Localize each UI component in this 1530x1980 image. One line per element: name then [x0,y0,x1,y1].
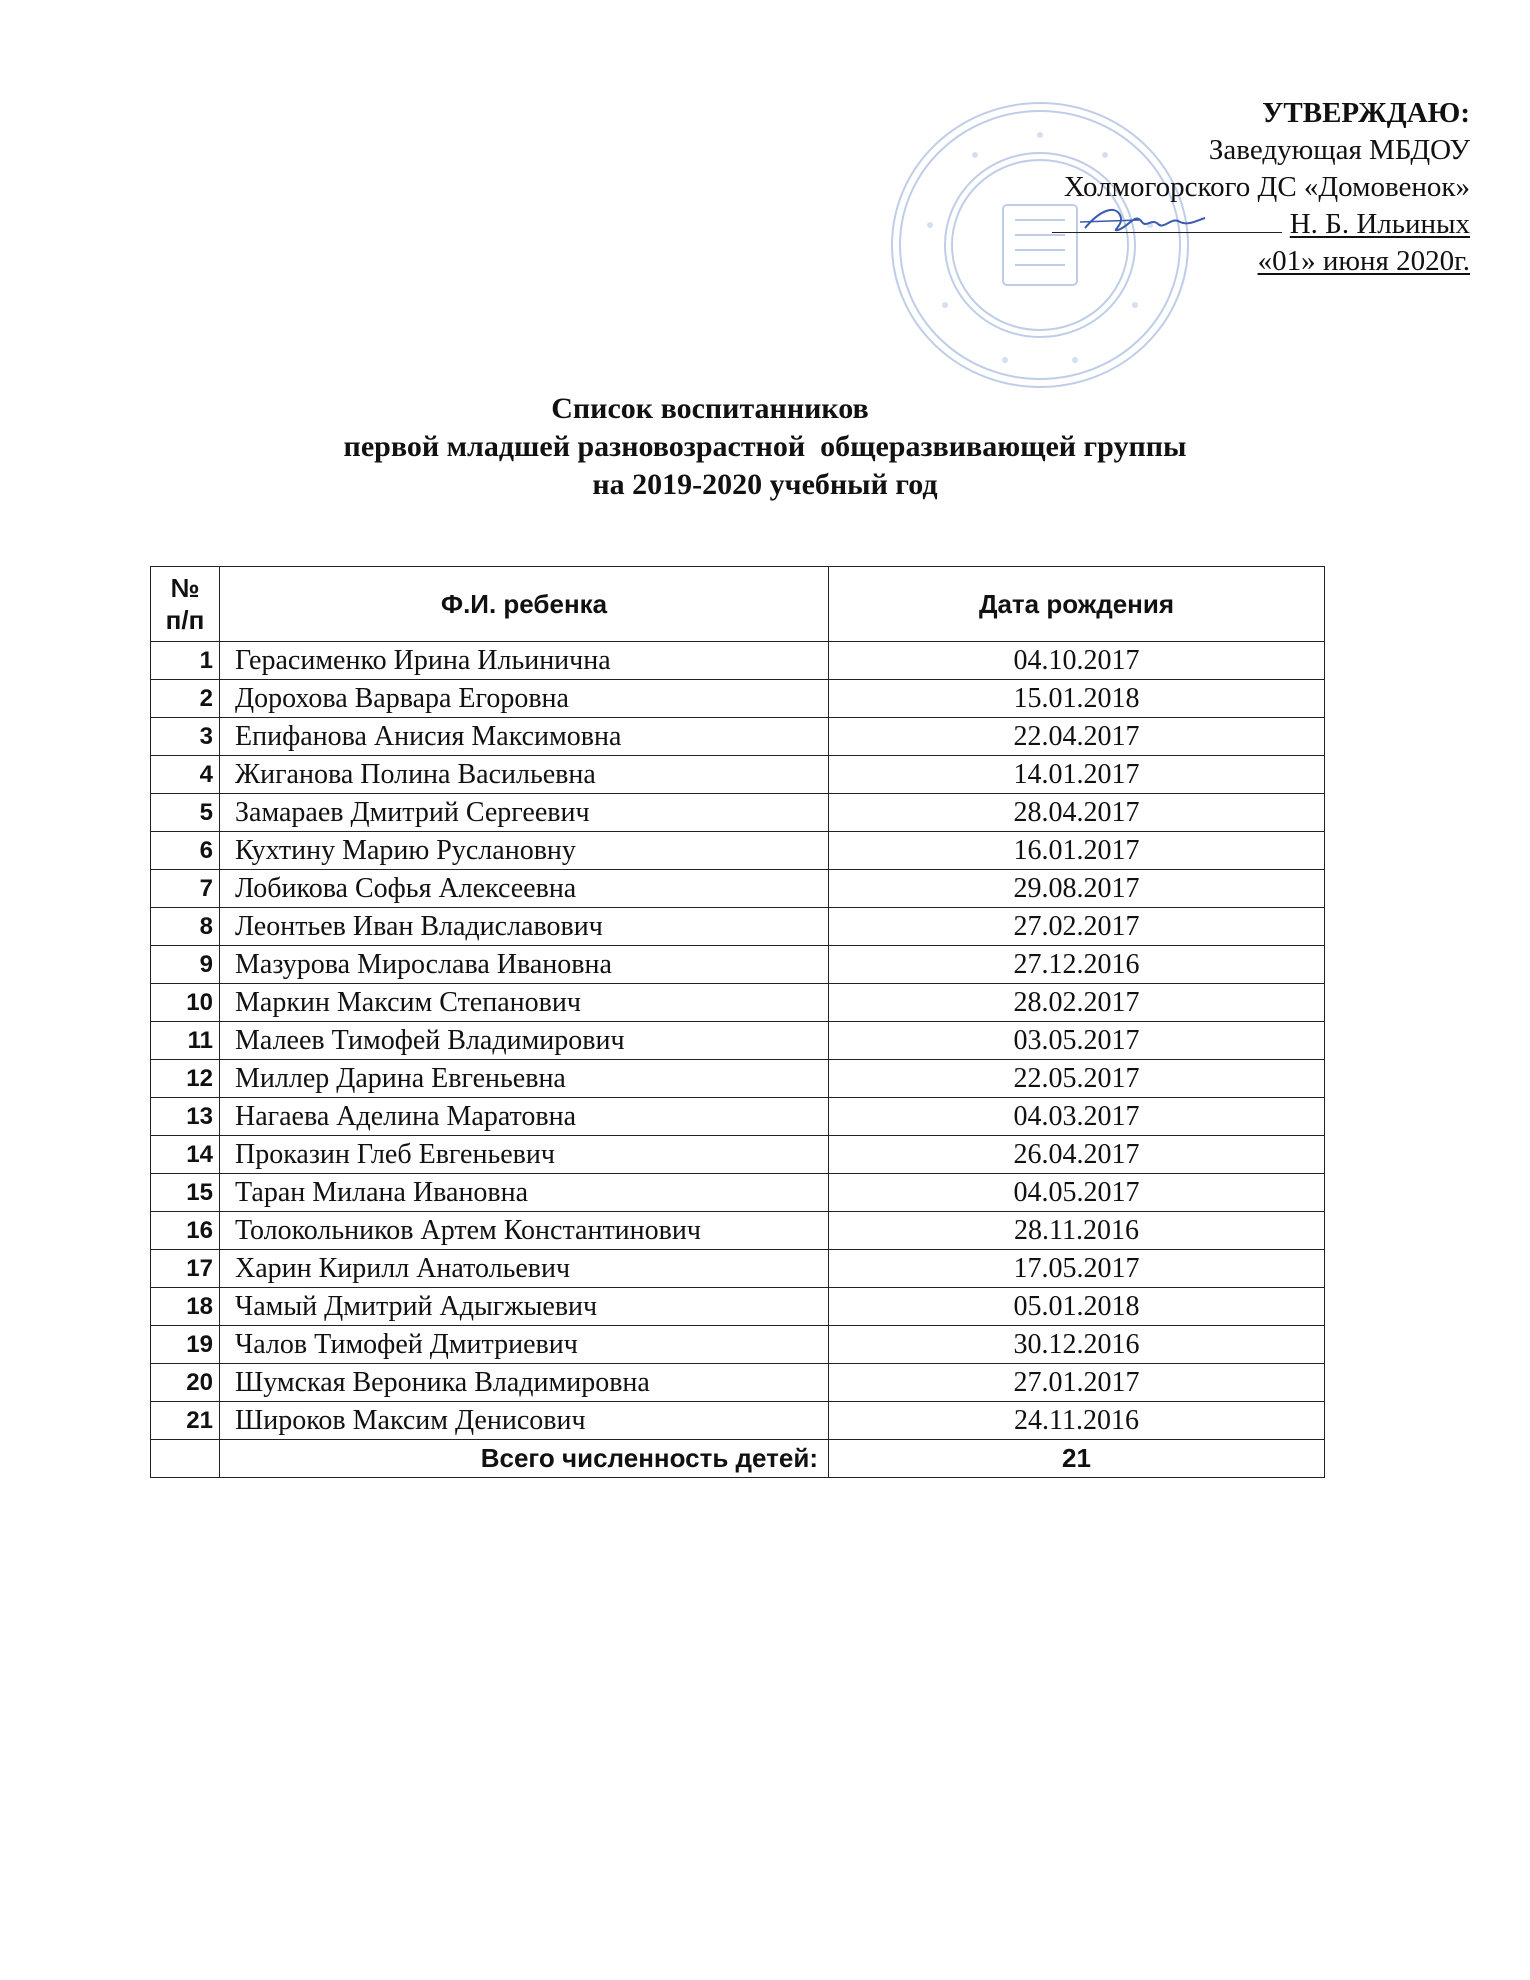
table-row [151,1402,1325,1440]
child-name: Шумская Вероника Владимировна [220,1364,829,1402]
birth-date: 03.05.2017 [829,1022,1325,1060]
table-row [151,1022,1325,1060]
column-header-name: Ф.И. ребенка [220,567,829,642]
table-row [151,946,1325,984]
table-row [151,1364,1325,1402]
birth-date: 15.01.2018 [829,680,1325,718]
table-row [151,1060,1325,1098]
child-name: Кухтину Марию Руслановну [220,832,829,870]
title-line-3: на 2019-2020 учебный год [592,468,938,501]
approval-institution: Холмогорского ДС «Домовенок» [1063,171,1470,203]
child-name: Чалов Тимофей Дмитриевич [220,1326,829,1364]
child-name: Проказин Глеб Евгеньевич [220,1136,829,1174]
table-row [151,1326,1325,1364]
table-row [151,1288,1325,1326]
approval-signatory-line [820,206,1470,243]
row-number: 16 [151,1212,220,1250]
birth-date: 28.02.2017 [829,984,1325,1022]
row-number: 8 [151,908,220,946]
table-row [151,756,1325,794]
table-body [151,642,1325,1440]
birth-date: 05.01.2018 [829,1288,1325,1326]
birth-date: 30.12.2016 [829,1326,1325,1364]
row-number: 17 [151,1250,220,1288]
child-name: Толокольников Артем Константинович [220,1212,829,1250]
title-line-2: первой младшей разновозрастной общеразвивающей группы [343,430,1187,463]
child-name: Миллер Дарина Евгеньевна [220,1060,829,1098]
table-row [151,718,1325,756]
approval-date: «01» июня 2020г. [1257,245,1470,277]
table-row [151,832,1325,870]
row-number: 18 [151,1288,220,1326]
birth-date: 24.11.2016 [829,1402,1325,1440]
birth-date: 22.05.2017 [829,1060,1325,1098]
child-name: Леонтьев Иван Владиславович [220,908,829,946]
row-number: 6 [151,832,220,870]
row-number: 1 [151,642,220,680]
child-name: Герасименко Ирина Ильинична [220,642,829,680]
birth-date: 04.05.2017 [829,1174,1325,1212]
table-row [151,1174,1325,1212]
row-number: 14 [151,1136,220,1174]
children-roster-table [150,566,1325,1478]
row-number: 7 [151,870,220,908]
table-row [151,1212,1325,1250]
child-name: Широков Максим Денисович [220,1402,829,1440]
title-line-1: Список воспитанников [551,392,869,425]
table-row [151,984,1325,1022]
child-name: Маркин Максим Степанович [220,984,829,1022]
child-name: Харин Кирилл Анатольевич [220,1250,829,1288]
birth-date: 16.01.2017 [829,832,1325,870]
row-number: 20 [151,1364,220,1402]
birth-date: 17.05.2017 [829,1250,1325,1288]
child-name: Мазурова Мирослава Ивановна [220,946,829,984]
birth-date: 04.03.2017 [829,1098,1325,1136]
row-number: 12 [151,1060,220,1098]
birth-date: 29.08.2017 [829,870,1325,908]
row-number: 21 [151,1402,220,1440]
birth-date: 28.11.2016 [829,1212,1325,1250]
total-value: 21 [829,1440,1325,1478]
child-name: Епифанова Анисия Максимовна [220,718,829,756]
child-name: Чамый Дмитрий Адыгжыевич [220,1288,829,1326]
table-row [151,642,1325,680]
approval-block [820,95,1470,280]
column-header-birthdate: Дата рождения [829,567,1325,642]
child-name: Нагаева Аделина Маратовна [220,1098,829,1136]
table-row [151,680,1325,718]
table-row [151,908,1325,946]
row-number: 5 [151,794,220,832]
child-name: Жиганова Полина Васильевна [220,756,829,794]
birth-date: 27.01.2017 [829,1364,1325,1402]
birth-date: 27.02.2017 [829,908,1325,946]
signature-line [1052,212,1282,233]
table-header-row [151,567,1325,642]
row-number: 4 [151,756,220,794]
row-number: 15 [151,1174,220,1212]
row-number: 11 [151,1022,220,1060]
birth-date: 22.04.2017 [829,718,1325,756]
row-number: 3 [151,718,220,756]
total-label: Всего численность детей: [220,1440,829,1478]
approval-position: Заведующая МБДОУ [1208,134,1470,166]
row-number: 2 [151,680,220,718]
table-row [151,1136,1325,1174]
birth-date: 27.12.2016 [829,946,1325,984]
child-name: Лобикова Софья Алексеевна [220,870,829,908]
birth-date: 14.01.2017 [829,756,1325,794]
child-name: Малеев Тимофей Владимирович [220,1022,829,1060]
birth-date: 04.10.2017 [829,642,1325,680]
child-name: Дорохова Варвара Егоровна [220,680,829,718]
row-number: 19 [151,1326,220,1364]
table-row [151,1250,1325,1288]
child-name: Замараев Дмитрий Сергеевич [220,794,829,832]
child-name: Таран Милана Ивановна [220,1174,829,1212]
row-number: 13 [151,1098,220,1136]
table-row [151,794,1325,832]
table-row [151,1098,1325,1136]
approval-signatory: Н. Б. Ильиных [1289,208,1470,240]
row-number: 10 [151,984,220,1022]
table-total-row [151,1440,1325,1478]
birth-date: 26.04.2017 [829,1136,1325,1174]
birth-date: 28.04.2017 [829,794,1325,832]
row-number: 9 [151,946,220,984]
table-row [151,870,1325,908]
total-empty-cell [151,1440,220,1478]
approval-heading: УТВЕРЖДАЮ: [1262,97,1470,129]
document-title [0,390,1530,504]
column-header-number: № п/п [151,567,220,642]
